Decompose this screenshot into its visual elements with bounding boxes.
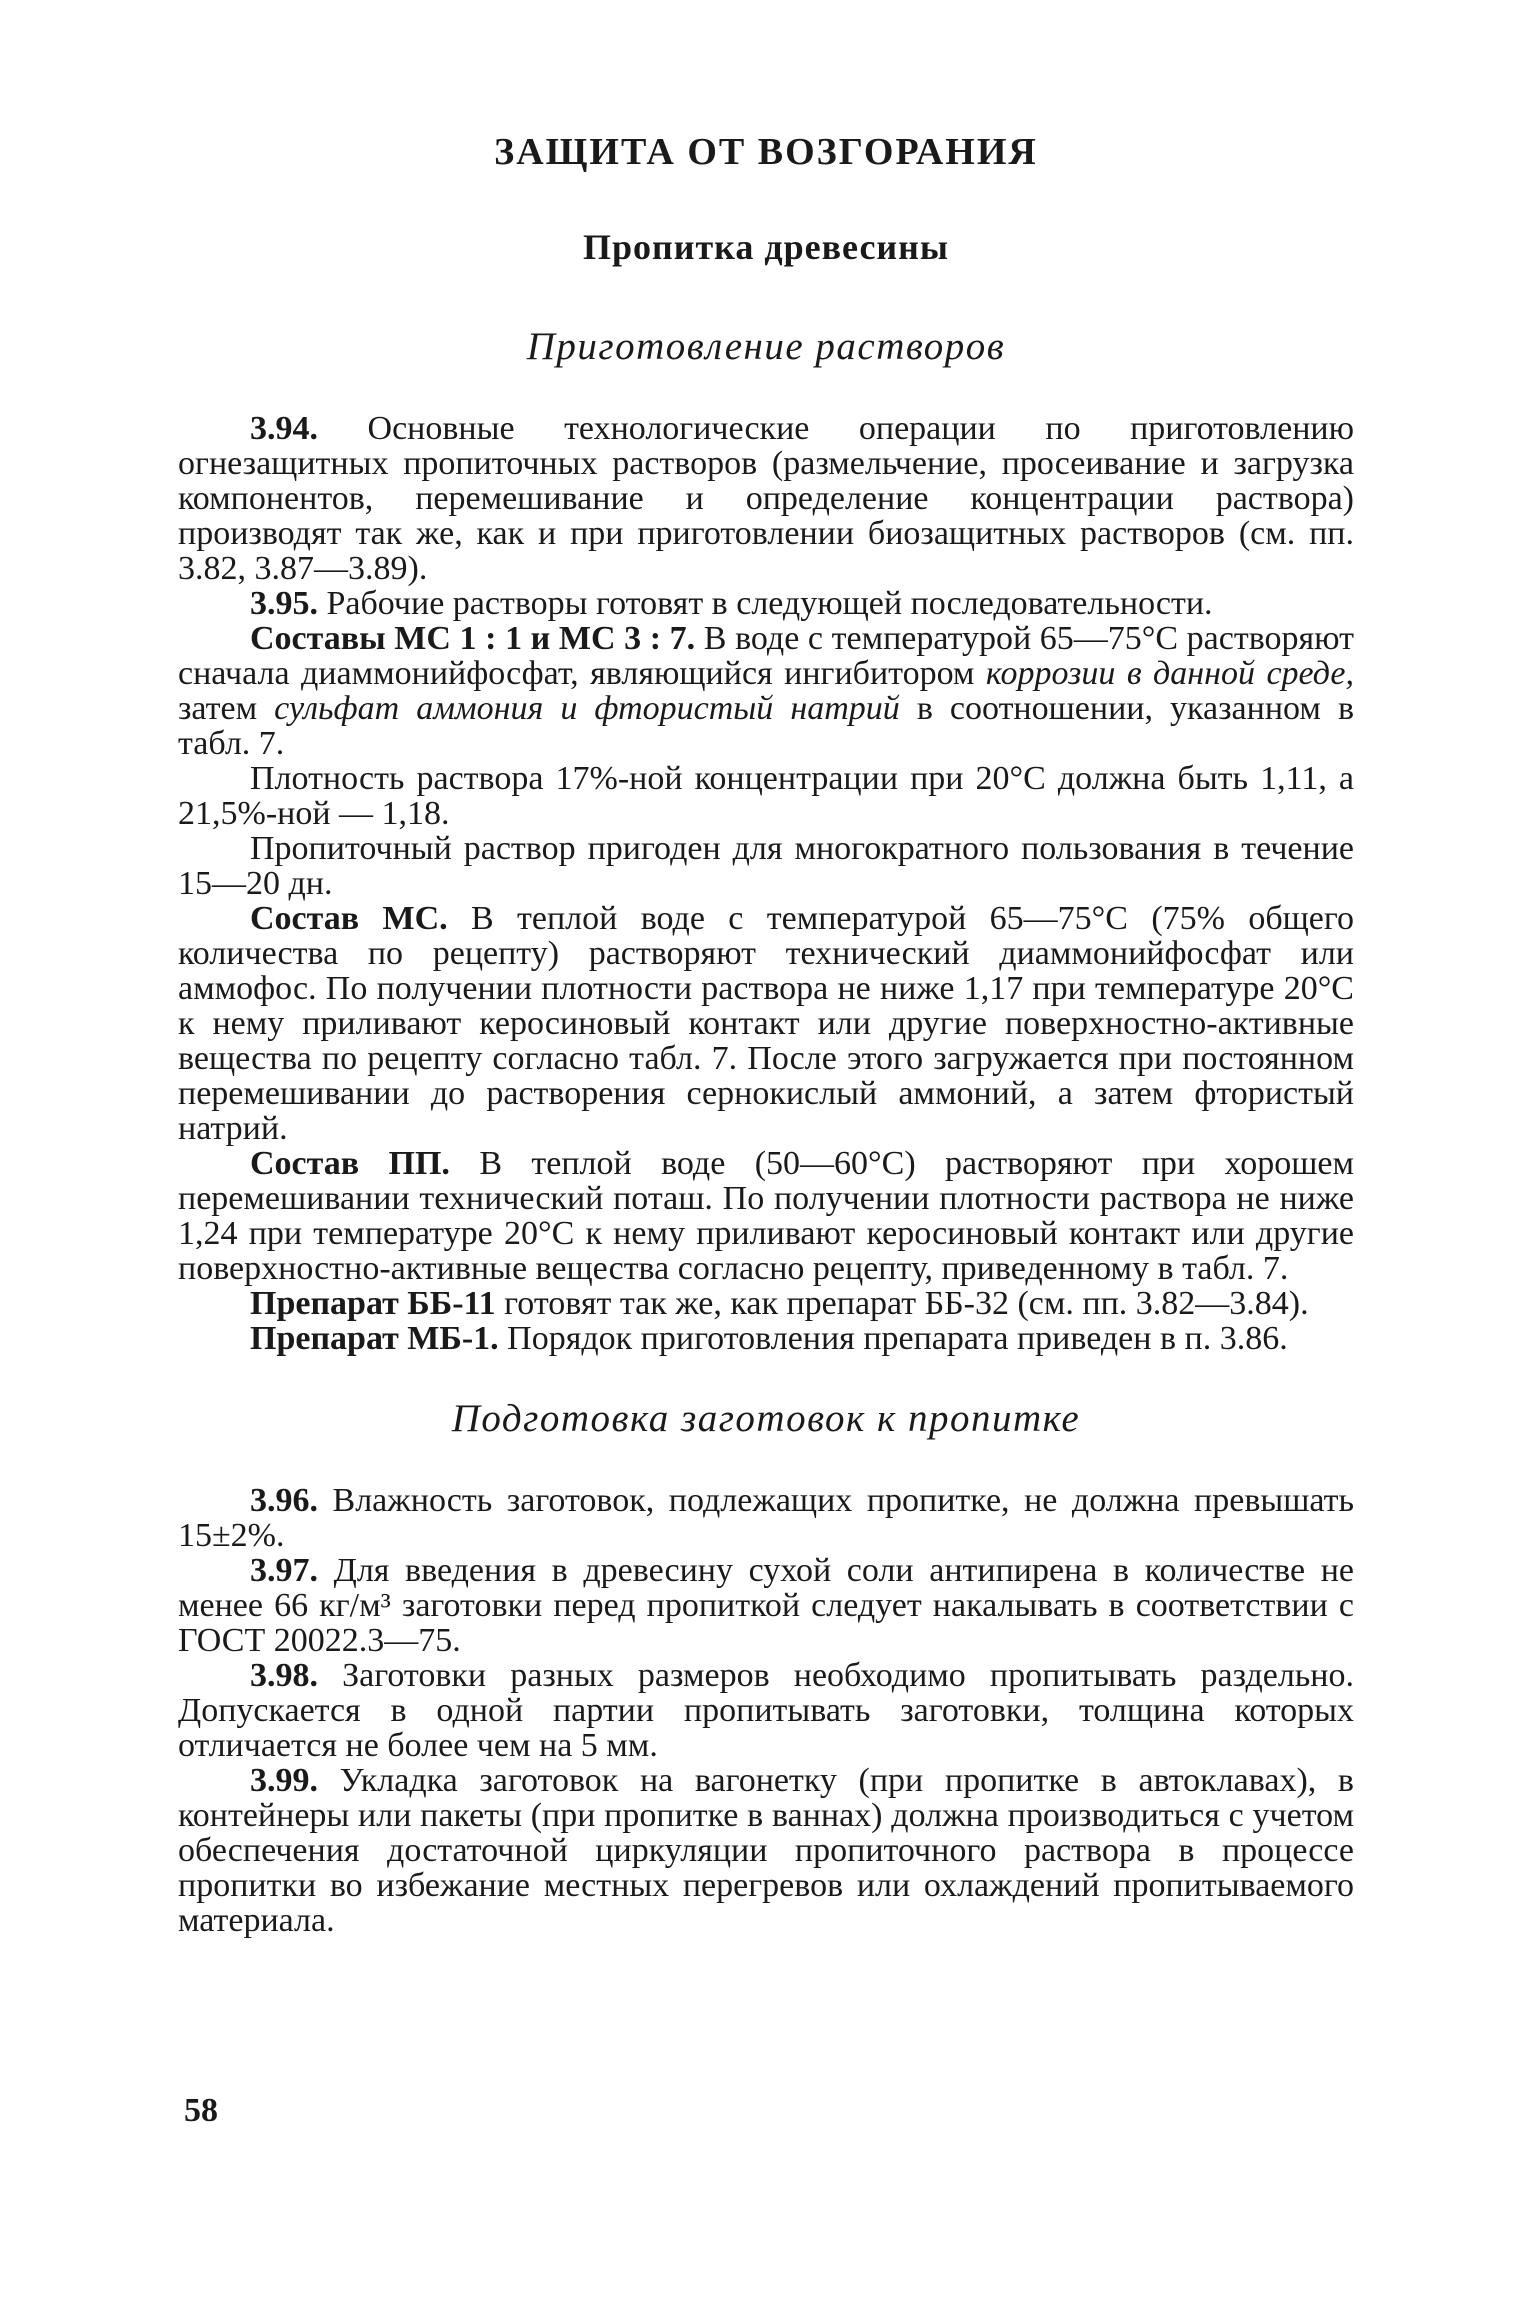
paragraph-text: В теплой воде с температурой 65—75°С (75% общего количества по рецепту) растворяют технический диаммонийфосфат или аммофос. По получении плотности раствора не ниже 1,17 при температуре 20°С к нему приливают керосиновый контакт или другие поверхностно-активные вещества по рецепту согласно табл. 7. После этого загружается при постоянном перемешивании до растворения сернокислый аммоний, а затем фтористый натрий.	[178, 900, 1354, 1147]
paragraph-lead: Составы МС 1 : 1 и МС 3 : 7.	[250, 620, 696, 657]
paragraph-text: в соотношении, указанном в табл. 7.	[178, 690, 1354, 762]
paragraph-text: Основные технологические операции по приготовлению огнезащитных пропиточных растворов (размельчение, просеивание и загрузка компонентов, перемешивание и определение концентрации раствора) производят так же, как и при приготовлении биозащитных растворов (см. пп. 3.82, 3.87—3.89).	[178, 410, 1354, 587]
paragraph-text: В теплой воде (50—60°С) растворяют при хорошем перемешивании технический поташ. По получении плотности раствора не ниже 1,24 при температуре 20°С к нему приливают керосиновый контакт или другие поверхностно-активные вещества согласно рецепту, приведенному в табл. 7.	[178, 1145, 1355, 1287]
paragraph-text: затем	[178, 690, 275, 727]
paragraph-text: Порядок приготовления препарата приведен в п. 3.86.	[498, 1320, 1288, 1357]
paragraph-preparation-mb1	[178, 1321, 1354, 1356]
page-number: 58	[184, 2092, 218, 2129]
paragraph-text: Заготовки разных размеров необходимо пропитывать раздельно. Допускается в одной партии пропитывать заготовки, толщина которых отличается не более чем на 5 мм.	[178, 1657, 1354, 1764]
paragraph-3-99	[178, 1763, 1354, 1938]
paragraph-3-96	[178, 1483, 1354, 1553]
paragraph-number: 3.97.	[250, 1552, 318, 1589]
chapter-title: ЗАЩИТА ОТ ВОЗГОРАНИЯ	[494, 131, 1038, 173]
section-title: Пропитка древесины	[582, 227, 950, 267]
paragraph-italic-text: сульфат аммония и фтористый натрий	[274, 690, 900, 727]
paragraph-text: Укладка заготовок на вагонетку (при пропитке в автоклавах), в контейнеры или пакеты (при пропитке в ваннах) должна производиться с учетом обеспечения достаточной циркуляции пропиточного раствора в процессе пропитки во избежание местных перегревов или охлаждений пропитываемого материала.	[178, 1762, 1354, 1939]
paragraph-number: 3.98.	[250, 1657, 318, 1694]
paragraph-number: 3.96.	[250, 1482, 318, 1519]
paragraph-3-95	[178, 586, 1354, 621]
paragraph-lead: Препарат МБ-1.	[250, 1320, 499, 1357]
paragraph-italic-text: коррозии в данной среде,	[985, 655, 1354, 692]
subsection-title-solutions: Приготовление растворов	[526, 325, 1006, 368]
paragraph-text: Рабочие растворы готовят в следующей последовательности.	[318, 585, 1213, 622]
paragraph-suitability: Пропиточный раствор пригоден для многократного пользования в течение 15—20 дн.	[178, 830, 1354, 902]
paragraph-3-94	[178, 411, 1354, 586]
paragraph-lead: Состав ПП.	[250, 1145, 450, 1182]
paragraph-number: 3.99.	[250, 1762, 318, 1799]
paragraph-composition-mc	[178, 901, 1354, 1146]
paragraph-number: 3.94.	[250, 410, 318, 447]
page-body	[178, 130, 1354, 1938]
paragraph-text: готовят так же, как препарат ББ-32 (см. пп. 3.82—3.84).	[495, 1285, 1309, 1322]
paragraph-3-98	[178, 1658, 1354, 1763]
paragraph-number: 3.95.	[250, 585, 318, 622]
paragraph-lead: Препарат ББ-11	[250, 1285, 496, 1322]
subsection-title-preparation: Подготовка заготовок к пропитке	[451, 1397, 1081, 1440]
paragraph-text: В воде с температурой 65—75°С растворяют сначала диаммонийфосфат, являющийся ингибитором	[178, 620, 1354, 692]
paragraph-text: Влажность заготовок, подлежащих пропитке, не должна превышать 15±2%.	[178, 1482, 1354, 1554]
paragraph-density: Плотность раствора 17%-ной концентрации при 20°С должна быть 1,11, а 21,5%-ной — 1,18.	[178, 760, 1354, 832]
paragraph-lead: Состав МС.	[250, 900, 448, 937]
paragraph-composition-pp	[178, 1146, 1354, 1286]
paragraph-3-97	[178, 1553, 1354, 1658]
paragraph-compositions-mc	[178, 621, 1354, 761]
paragraph-text: Для введения в древесину сухой соли антипирена в количестве не менее 66 кг/м³ заготовки перед пропиткой следует накалывать в соответствии с ГОСТ 20022.3—75.	[178, 1552, 1354, 1659]
paragraph-preparation-bb11	[178, 1286, 1354, 1321]
